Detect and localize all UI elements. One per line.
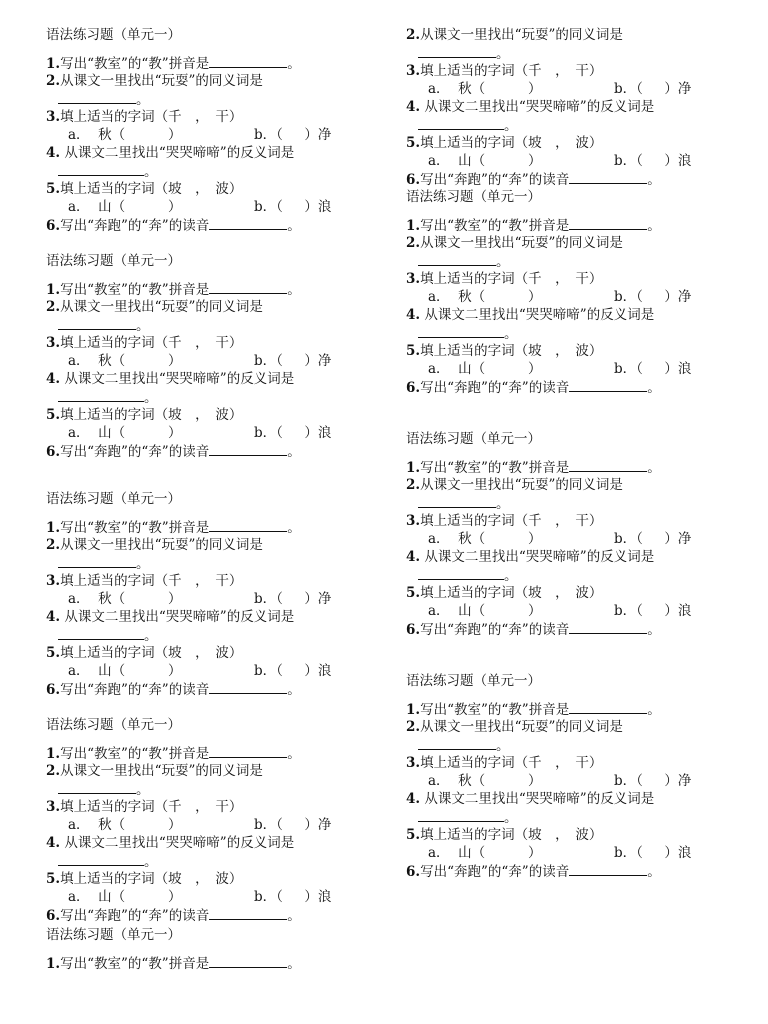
answer-line (418, 116, 518, 134)
question-1 (46, 744, 301, 762)
option-a: a． 山（ ） (428, 603, 542, 619)
answer-blank (418, 566, 504, 580)
answer-line (418, 808, 518, 826)
question-number: 6. (406, 172, 421, 188)
period: 。 (144, 164, 158, 180)
question-number: 2. (406, 477, 421, 493)
question-5 (46, 406, 242, 424)
question-4 (406, 306, 654, 324)
period: 。 (136, 318, 150, 334)
option-a: a． 山（ ） (68, 889, 182, 905)
period: 。 (504, 568, 518, 584)
question-6 (46, 906, 301, 924)
answer-line (58, 316, 150, 334)
answer-blank (58, 852, 144, 866)
question-6 (406, 620, 661, 638)
worksheet-title: 语法练习题（单元一） (406, 431, 541, 447)
question-text: 从课文一里找出“玩耍”的同义词是 (60, 299, 263, 315)
question-5 (46, 870, 242, 888)
question-number: 3. (406, 755, 421, 771)
question-2 (406, 476, 623, 494)
question-1 (46, 54, 301, 72)
answer-line (58, 626, 158, 644)
question-3 (46, 572, 242, 590)
question-6 (406, 378, 661, 396)
option-b: b．（ ）浪 (254, 889, 332, 905)
question-2 (46, 298, 263, 316)
period: 。 (136, 782, 150, 798)
period: 。 (496, 738, 510, 754)
question-text: 从课文二里找出“哭哭啼啼”的反义词是 (420, 307, 655, 323)
answer-blank (209, 744, 287, 758)
option-b: b．（ ）浪 (614, 153, 692, 169)
question-text: 从课文二里找出“哭哭啼啼”的反义词是 (420, 549, 655, 565)
period: 。 (647, 172, 661, 188)
question-text: 写出“奔跑”的“奔”的读音 (60, 218, 210, 234)
question-number: 4. (406, 99, 421, 115)
period: 。 (144, 390, 158, 406)
answer-blank (209, 680, 287, 694)
question-number: 4. (406, 307, 421, 323)
question-5 (46, 644, 242, 662)
period: 。 (287, 282, 301, 298)
period: 。 (287, 956, 301, 972)
answer-line (418, 252, 510, 270)
question-5 (46, 180, 242, 198)
question-text: 写出“教室”的“教”拼音是 (60, 746, 210, 762)
question-text: 从课文一里找出“玩耍”的同义词是 (60, 73, 263, 89)
question-number: 2. (46, 299, 61, 315)
question-number: 5. (406, 135, 421, 151)
question-number: 5. (46, 407, 61, 423)
answer-blank (569, 862, 647, 876)
option-a: a． 山（ ） (428, 361, 542, 377)
period: 。 (287, 56, 301, 72)
period: 。 (504, 118, 518, 134)
question-number: 6. (46, 682, 61, 698)
period: 。 (144, 854, 158, 870)
option-b: b．（ ）净 (614, 289, 692, 305)
question-text: 从课文二里找出“哭哭啼啼”的反义词是 (60, 371, 295, 387)
question-text: 从课文二里找出“哭哭啼啼”的反义词是 (60, 835, 295, 851)
answer-line (418, 44, 510, 62)
question-6 (46, 442, 301, 460)
answer-blank (209, 906, 287, 920)
option-b: b．（ ）净 (254, 353, 332, 369)
answer-blank (209, 280, 287, 294)
answer-blank (58, 90, 136, 104)
option-a: a． 秋（ ） (68, 353, 182, 369)
question-6 (46, 216, 301, 234)
question-text: 填上适当的字词（坡 ， 波） (60, 645, 243, 661)
answer-line (418, 494, 510, 512)
answer-blank (58, 162, 144, 176)
option-a: a． 秋（ ） (68, 127, 182, 143)
question-number: 5. (406, 343, 421, 359)
question-number: 1. (406, 218, 421, 234)
question-text: 写出“奔跑”的“奔”的读音 (420, 864, 570, 880)
question-number: 1. (46, 56, 61, 72)
period: 。 (647, 864, 661, 880)
question-3 (46, 108, 242, 126)
question-text: 从课文二里找出“哭哭啼啼”的反义词是 (420, 791, 655, 807)
question-2 (46, 762, 263, 780)
question-5 (406, 826, 602, 844)
question-number: 3. (46, 109, 61, 125)
question-text: 从课文二里找出“哭哭啼啼”的反义词是 (60, 145, 295, 161)
question-4 (406, 548, 654, 566)
worksheet-title: 语法练习题（单元一） (406, 673, 541, 689)
question-number: 6. (46, 908, 61, 924)
answer-line (418, 324, 518, 342)
question-2 (406, 718, 623, 736)
question-6 (406, 862, 661, 880)
question-1 (406, 458, 661, 476)
answer-line (418, 566, 518, 584)
question-number: 1. (46, 282, 61, 298)
worksheet-title: 语法练习题（单元一） (46, 253, 181, 269)
option-a: a． 秋（ ） (428, 289, 542, 305)
question-text: 填上适当的字词（千 ， 干） (420, 755, 603, 771)
answer-blank (58, 780, 136, 794)
question-text: 从课文二里找出“哭哭啼啼”的反义词是 (60, 609, 295, 625)
question-2 (406, 26, 623, 44)
period: 。 (647, 380, 661, 396)
answer-blank (418, 808, 504, 822)
answer-blank (58, 316, 136, 330)
option-b: b．（ ）净 (614, 81, 692, 97)
question-number: 1. (46, 746, 61, 762)
question-number: 1. (406, 460, 421, 476)
option-b: b．（ ）浪 (614, 361, 692, 377)
question-text: 填上适当的字词（坡 ， 波） (420, 585, 603, 601)
question-number: 2. (406, 27, 421, 43)
question-text: 填上适当的字词（坡 ， 波） (420, 343, 603, 359)
answer-blank (209, 216, 287, 230)
period: 。 (287, 444, 301, 460)
question-text: 填上适当的字词（千 ， 干） (60, 799, 243, 815)
answer-line (58, 554, 150, 572)
question-number: 2. (46, 763, 61, 779)
period: 。 (287, 682, 301, 698)
period: 。 (647, 460, 661, 476)
question-number: 3. (46, 573, 61, 589)
question-text: 填上适当的字词（坡 ， 波） (60, 871, 243, 887)
question-number: 4. (46, 371, 61, 387)
answer-blank (418, 116, 504, 130)
answer-blank (569, 700, 647, 714)
answer-blank (209, 442, 287, 456)
option-a: a． 山（ ） (428, 153, 542, 169)
answer-blank (569, 458, 647, 472)
question-number: 5. (406, 585, 421, 601)
question-text: 写出“教室”的“教”拼音是 (420, 702, 570, 718)
worksheet-title: 语法练习题（单元一） (46, 927, 181, 943)
option-a: a． 山（ ） (428, 845, 542, 861)
question-number: 2. (406, 719, 421, 735)
question-number: 1. (46, 520, 61, 536)
question-text: 写出“教室”的“教”拼音是 (60, 956, 210, 972)
question-text: 填上适当的字词（千 ， 干） (420, 513, 603, 529)
question-5 (406, 584, 602, 602)
option-b: b．（ ）浪 (614, 845, 692, 861)
question-3 (406, 62, 602, 80)
question-1 (46, 954, 301, 972)
question-3 (406, 270, 602, 288)
question-5 (406, 342, 602, 360)
question-text: 从课文一里找出“玩耍”的同义词是 (60, 763, 263, 779)
question-number: 5. (406, 827, 421, 843)
question-number: 1. (406, 702, 421, 718)
question-number: 2. (406, 235, 421, 251)
answer-blank (569, 170, 647, 184)
question-text: 写出“教室”的“教”拼音是 (60, 520, 210, 536)
option-b: b．（ ）浪 (254, 425, 332, 441)
answer-line (58, 388, 158, 406)
question-text: 从课文一里找出“玩耍”的同义词是 (420, 477, 623, 493)
answer-blank (58, 388, 144, 402)
period: 。 (287, 520, 301, 536)
option-a: a． 山（ ） (68, 663, 182, 679)
question-number: 5. (46, 871, 61, 887)
question-text: 从课文一里找出“玩耍”的同义词是 (420, 719, 623, 735)
option-a: a． 秋（ ） (68, 591, 182, 607)
question-number: 3. (46, 799, 61, 815)
question-text: 填上适当的字词（千 ， 干） (60, 573, 243, 589)
question-1 (406, 700, 661, 718)
option-b: b．（ ）净 (254, 817, 332, 833)
question-number: 3. (46, 335, 61, 351)
answer-blank (569, 620, 647, 634)
answer-line (58, 162, 158, 180)
answer-blank (569, 378, 647, 392)
question-4 (406, 98, 654, 116)
question-number: 3. (406, 63, 421, 79)
period: 。 (287, 746, 301, 762)
question-text: 填上适当的字词（千 ， 干） (420, 271, 603, 287)
option-a: a． 山（ ） (68, 425, 182, 441)
answer-blank (569, 216, 647, 230)
answer-blank (58, 626, 144, 640)
question-number: 6. (406, 380, 421, 396)
question-text: 写出“教室”的“教”拼音是 (420, 460, 570, 476)
worksheet-title: 语法练习题（单元一） (406, 189, 541, 205)
answer-blank (418, 252, 496, 266)
question-text: 填上适当的字词（坡 ， 波） (60, 407, 243, 423)
question-6 (406, 170, 661, 188)
question-text: 从课文一里找出“玩耍”的同义词是 (420, 27, 623, 43)
period: 。 (647, 702, 661, 718)
question-text: 写出“教室”的“教”拼音是 (60, 56, 210, 72)
question-text: 填上适当的字词（千 ， 干） (60, 109, 243, 125)
answer-blank (209, 954, 287, 968)
question-text: 从课文二里找出“哭哭啼啼”的反义词是 (420, 99, 655, 115)
question-number: 4. (406, 549, 421, 565)
question-text: 写出“奔跑”的“奔”的读音 (420, 380, 570, 396)
question-number: 6. (46, 444, 61, 460)
option-a: a． 秋（ ） (428, 773, 542, 789)
question-text: 写出“奔跑”的“奔”的读音 (420, 622, 570, 638)
period: 。 (287, 218, 301, 234)
question-number: 6. (406, 864, 421, 880)
period: 。 (136, 556, 150, 572)
period: 。 (496, 254, 510, 270)
worksheet-title: 语法练习题（单元一） (46, 27, 181, 43)
answer-blank (418, 44, 496, 58)
period: 。 (647, 218, 661, 234)
worksheet-title: 语法练习题（单元一） (46, 491, 181, 507)
answer-line (58, 780, 150, 798)
option-a: a． 秋（ ） (68, 817, 182, 833)
question-number: 5. (46, 645, 61, 661)
question-1 (46, 280, 301, 298)
option-b: b．（ ）净 (614, 531, 692, 547)
answer-blank (418, 324, 504, 338)
question-3 (406, 512, 602, 530)
question-4 (46, 608, 294, 626)
question-number: 5. (46, 181, 61, 197)
question-text: 填上适当的字词（千 ， 干） (420, 63, 603, 79)
question-2 (46, 72, 263, 90)
question-text: 填上适当的字词（千 ， 干） (60, 335, 243, 351)
period: 。 (136, 92, 150, 108)
question-text: 写出“奔跑”的“奔”的读音 (60, 682, 210, 698)
period: 。 (496, 46, 510, 62)
question-number: 3. (406, 513, 421, 529)
answer-blank (58, 554, 136, 568)
question-text: 写出“教室”的“教”拼音是 (420, 218, 570, 234)
question-text: 从课文一里找出“玩耍”的同义词是 (420, 235, 623, 251)
question-2 (46, 536, 263, 554)
question-number: 2. (46, 73, 61, 89)
question-text: 从课文一里找出“玩耍”的同义词是 (60, 537, 263, 553)
question-3 (406, 754, 602, 772)
period: 。 (144, 628, 158, 644)
question-text: 写出“奔跑”的“奔”的读音 (420, 172, 570, 188)
option-b: b．（ ）浪 (614, 603, 692, 619)
question-6 (46, 680, 301, 698)
question-text: 写出“教室”的“教”拼音是 (60, 282, 210, 298)
question-text: 填上适当的字词（坡 ， 波） (420, 135, 603, 151)
answer-blank (418, 736, 496, 750)
question-4 (46, 370, 294, 388)
question-number: 4. (406, 791, 421, 807)
period: 。 (504, 326, 518, 342)
period: 。 (504, 810, 518, 826)
answer-line (58, 852, 158, 870)
answer-line (418, 736, 510, 754)
question-number: 1. (46, 956, 61, 972)
question-number: 6. (406, 622, 421, 638)
option-b: b．（ ）净 (614, 773, 692, 789)
question-number: 6. (46, 218, 61, 234)
question-text: 填上适当的字词（坡 ， 波） (420, 827, 603, 843)
worksheet-title: 语法练习题（单元一） (46, 717, 181, 733)
question-text: 写出“奔跑”的“奔”的读音 (60, 444, 210, 460)
option-b: b．（ ）浪 (254, 663, 332, 679)
answer-line (58, 90, 150, 108)
option-b: b．（ ）浪 (254, 199, 332, 215)
answer-blank (209, 518, 287, 532)
period: 。 (287, 908, 301, 924)
question-3 (46, 334, 242, 352)
question-number: 4. (46, 835, 61, 851)
question-4 (406, 790, 654, 808)
question-1 (406, 216, 661, 234)
question-4 (46, 144, 294, 162)
question-number: 4. (46, 145, 61, 161)
question-3 (46, 798, 242, 816)
period: 。 (496, 496, 510, 512)
option-b: b．（ ）净 (254, 591, 332, 607)
question-1 (46, 518, 301, 536)
question-number: 4. (46, 609, 61, 625)
option-a: a． 秋（ ） (428, 531, 542, 547)
question-text: 填上适当的字词（坡 ， 波） (60, 181, 243, 197)
answer-blank (209, 54, 287, 68)
question-text: 写出“奔跑”的“奔”的读音 (60, 908, 210, 924)
question-2 (406, 234, 623, 252)
option-a: a． 秋（ ） (428, 81, 542, 97)
period: 。 (647, 622, 661, 638)
question-number: 2. (46, 537, 61, 553)
answer-blank (418, 494, 496, 508)
option-a: a． 山（ ） (68, 199, 182, 215)
question-5 (406, 134, 602, 152)
question-4 (46, 834, 294, 852)
option-b: b．（ ）净 (254, 127, 332, 143)
question-number: 3. (406, 271, 421, 287)
